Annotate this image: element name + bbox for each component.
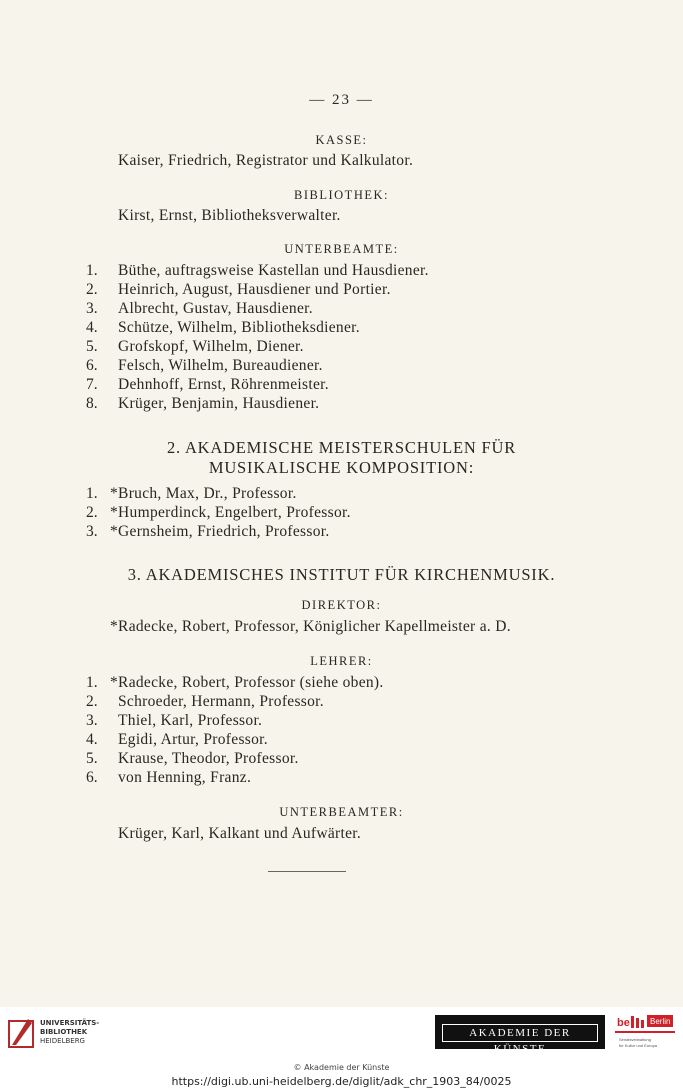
item-number: 5. <box>86 338 98 355</box>
page-number: — 23 — <box>309 92 374 108</box>
section2-heading-line2: MUSIKALISCHE KOMPOSITION: <box>208 458 475 477</box>
item-text: Albrecht, Gustav, Hausdiener. <box>118 300 313 317</box>
section2-heading-line1: 2. AKADEMISCHE MEISTERSCHULEN FÜR <box>166 438 517 457</box>
item-number: 1. <box>86 485 98 502</box>
kasse-line: Kaiser, Friedrich, Registrator und Kalkulator. <box>118 152 414 169</box>
end-rule <box>268 871 346 872</box>
item-number: 2. <box>86 504 98 521</box>
item-text: Heinrich, August, Hausdiener und Portier. <box>118 281 391 298</box>
unterbeamte-heading: UNTERBEAMTE: <box>284 242 399 256</box>
item-text: *Humperdinck, Engelbert, Professor. <box>110 504 351 521</box>
library-line-1: UNIVERSITÄTS- <box>40 1019 100 1027</box>
item-number: 1. <box>86 674 98 691</box>
item-text: Krause, Theodor, Professor. <box>118 750 299 767</box>
item-text: Egidi, Artur, Professor. <box>118 731 268 748</box>
section3-heading: 3. AKADEMISCHES INSTITUT FÜR KIRCHENMUSIK. <box>127 565 556 584</box>
item-number: 3. <box>86 712 98 729</box>
item-text: *Gernsheim, Friedrich, Professor. <box>110 523 330 540</box>
svg-text:Senatsverwaltung: Senatsverwaltung <box>619 1037 651 1042</box>
direktor-heading: DIREKTOR: <box>301 598 382 612</box>
item-text: von Henning, Franz. <box>118 769 252 786</box>
copyright-text: © Akademie der Künste <box>293 1063 390 1072</box>
svg-text:für Kultur und Europa: für Kultur und Europa <box>619 1043 658 1048</box>
item-number: 1. <box>86 262 98 279</box>
item-number: 5. <box>86 750 98 767</box>
item-text: Dehnhoff, Ernst, Röhrenmeister. <box>118 376 329 393</box>
adk-label: AKADEMIE DER KÜNSTE <box>442 1024 598 1042</box>
item-number: 4. <box>86 319 98 336</box>
item-number: 6. <box>86 357 98 374</box>
item-number: 2. <box>86 693 98 710</box>
item-text: Grofskopf, Wilhelm, Diener. <box>118 338 304 355</box>
item-number: 8. <box>86 395 98 412</box>
item-text: *Bruch, Max, Dr., Professor. <box>110 485 297 502</box>
item-number: 7. <box>86 376 98 393</box>
item-text: Schütze, Wilhelm, Bibliotheksdiener. <box>118 319 360 336</box>
item-text: *Radecke, Robert, Professor (siehe oben). <box>110 674 384 691</box>
adk-logo[interactable] <box>435 1015 605 1055</box>
lehrer-heading: LEHRER: <box>310 654 373 668</box>
item-text: Schroeder, Hermann, Professor. <box>118 693 324 710</box>
library-name <box>40 1019 99 1046</box>
item-text: Büthe, auftragsweise Kastellan und Hausdiener. <box>118 262 429 279</box>
kasse-heading: KASSE: <box>315 133 368 147</box>
library-line-3: HEIDELBERG <box>40 1037 85 1045</box>
svg-text:be: be <box>617 1017 630 1029</box>
bibliothek-heading: BIBLIOTHEK: <box>294 188 389 202</box>
unterbeamter-line: Krüger, Karl, Kalkant und Aufwärter. <box>118 825 362 842</box>
library-logo-icon[interactable] <box>8 1015 36 1049</box>
item-text: Felsch, Wilhelm, Bureaudiener. <box>118 357 323 374</box>
berlin-logo-icon[interactable] <box>615 1013 675 1055</box>
library-line-2: BIBLIOTHEK <box>40 1028 88 1036</box>
item-number: 6. <box>86 769 98 786</box>
viewer-footer <box>0 1007 683 1090</box>
source-url[interactable]: https://digi.ub.uni-heidelberg.de/diglit/adk_chr_1903_84/0025 <box>171 1075 512 1088</box>
unterbeamter-heading: UNTERBEAMTER: <box>279 805 404 819</box>
item-text: Thiel, Karl, Professor. <box>118 712 263 729</box>
item-number: 3. <box>86 523 98 540</box>
svg-text:Berlin: Berlin <box>650 1017 671 1026</box>
direktor-line: *Radecke, Robert, Professor, Königlicher Kapellmeister a. D. <box>110 618 511 635</box>
item-number: 4. <box>86 731 98 748</box>
item-number: 3. <box>86 300 98 317</box>
bibliothek-line: Kirst, Ernst, Bibliotheksverwalter. <box>118 207 341 224</box>
item-text: Krüger, Benjamin, Hausdiener. <box>118 395 320 412</box>
item-number: 2. <box>86 281 98 298</box>
